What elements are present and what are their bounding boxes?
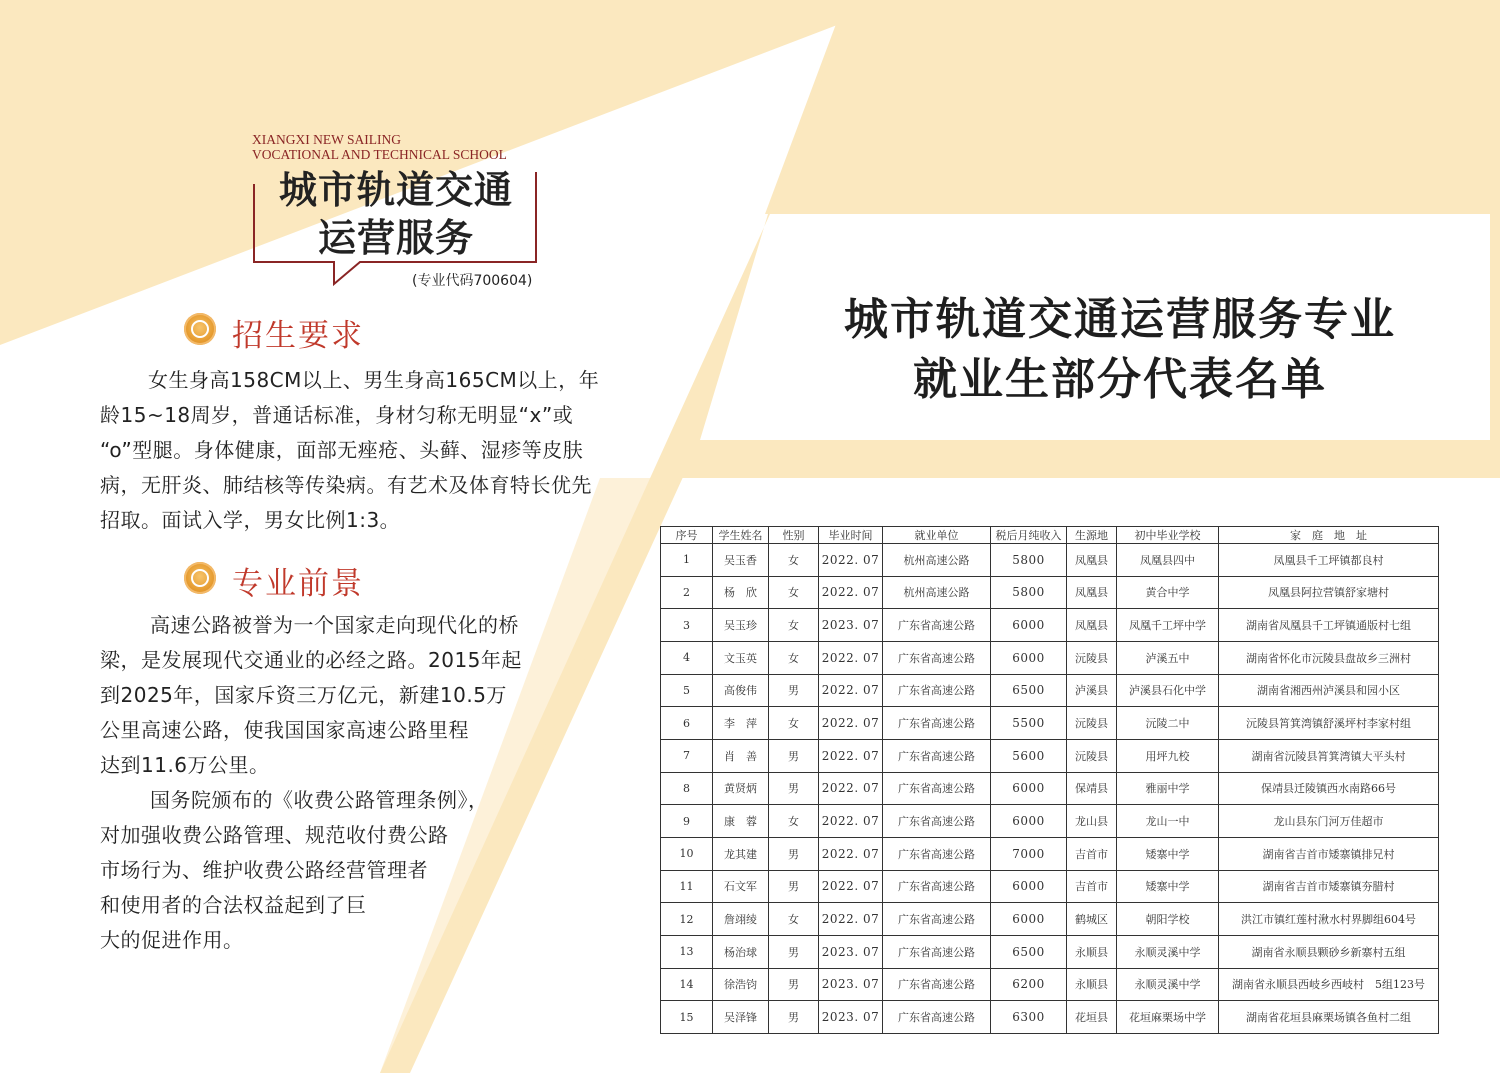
table-row	[661, 935, 1439, 968]
column-header: 家 庭 地 址	[1219, 527, 1439, 544]
column-header: 税后月纯收入	[991, 527, 1067, 544]
cell-gender: 男	[769, 935, 819, 968]
cell-origin: 凤凰县	[1067, 544, 1117, 577]
cell-graduation-date: 2023. 07	[819, 609, 883, 642]
cell-middle-school: 龙山一中	[1117, 805, 1219, 838]
school-name-en-line-2: VOCATIONAL AND TECHNICAL SCHOOL	[252, 147, 507, 162]
cell-gender: 女	[769, 707, 819, 740]
cell-graduation-date: 2022. 07	[819, 870, 883, 903]
cell-graduation-date: 2023. 07	[819, 1001, 883, 1034]
cell-monthly-income: 5800	[991, 576, 1067, 609]
cell-origin: 永顺县	[1067, 935, 1117, 968]
cell-graduation-date: 2023. 07	[819, 968, 883, 1001]
cell-index: 3	[661, 609, 713, 642]
cell-index: 11	[661, 870, 713, 903]
text-line: 梁，是发展现代交通业的必经之路。2015年起	[100, 648, 522, 672]
cell-student-name: 杨治球	[713, 935, 769, 968]
cell-graduation-date: 2022. 07	[819, 739, 883, 772]
cell-employer: 广东省高速公路	[883, 772, 991, 805]
major-title-line-2: 运营服务	[317, 216, 474, 260]
cell-monthly-income: 6000	[991, 609, 1067, 642]
cell-gender: 男	[769, 739, 819, 772]
cell-student-name: 高俊伟	[713, 674, 769, 707]
cell-monthly-income: 6000	[991, 903, 1067, 936]
cell-employer: 广东省高速公路	[883, 903, 991, 936]
cell-student-name: 文玉英	[713, 641, 769, 674]
cell-employer: 广东省高速公路	[883, 739, 991, 772]
cell-gender: 男	[769, 968, 819, 1001]
section-title-requirements: 招生要求	[232, 318, 364, 354]
cell-index: 9	[661, 805, 713, 838]
cell-graduation-date: 2022. 07	[819, 805, 883, 838]
cell-gender: 男	[769, 837, 819, 870]
cell-middle-school: 沅陵二中	[1117, 707, 1219, 740]
column-header: 生源地	[1067, 527, 1117, 544]
cell-origin: 凤凰县	[1067, 576, 1117, 609]
cell-home-address: 保靖县迁陵镇西水南路66号	[1219, 772, 1439, 805]
cell-origin: 泸溪县	[1067, 674, 1117, 707]
cell-index: 6	[661, 707, 713, 740]
cell-monthly-income: 6200	[991, 968, 1067, 1001]
cell-monthly-income: 5800	[991, 544, 1067, 577]
cell-monthly-income: 6300	[991, 1001, 1067, 1034]
cell-gender: 男	[769, 674, 819, 707]
cell-origin: 凤凰县	[1067, 609, 1117, 642]
text-line: “o”型腿。身体健康，面部无痤疮、头藓、湿疹等皮肤	[100, 438, 584, 462]
table-row	[661, 739, 1439, 772]
cell-origin: 鹤城区	[1067, 903, 1117, 936]
major-title	[256, 166, 536, 262]
cell-student-name: 石文军	[713, 870, 769, 903]
cell-gender: 女	[769, 903, 819, 936]
text-line: 公里高速公路，使我国国家高速公路里程	[100, 718, 469, 742]
cell-gender: 女	[769, 641, 819, 674]
cell-index: 12	[661, 903, 713, 936]
cell-student-name: 吴玉珍	[713, 609, 769, 642]
cell-middle-school: 用坪九校	[1117, 739, 1219, 772]
cell-monthly-income: 6000	[991, 870, 1067, 903]
cell-graduation-date: 2022. 07	[819, 903, 883, 936]
table-row	[661, 837, 1439, 870]
table-row	[661, 674, 1439, 707]
cell-graduation-date: 2022. 07	[819, 707, 883, 740]
column-header: 初中毕业学校	[1117, 527, 1219, 544]
column-header: 序号	[661, 527, 713, 544]
cell-employer: 广东省高速公路	[883, 805, 991, 838]
cell-origin: 沅陵县	[1067, 641, 1117, 674]
text-line: 招取。面试入学，男女比例1:3。	[100, 508, 401, 532]
cell-index: 7	[661, 739, 713, 772]
cell-employer: 广东省高速公路	[883, 674, 991, 707]
school-emblem-icon	[184, 313, 216, 345]
cell-graduation-date: 2022. 07	[819, 576, 883, 609]
cell-home-address: 沅陵县筲箕湾镇舒溪坪村李家村组	[1219, 707, 1439, 740]
cell-monthly-income: 6500	[991, 674, 1067, 707]
cell-monthly-income: 5600	[991, 739, 1067, 772]
cell-index: 1	[661, 544, 713, 577]
cell-origin: 吉首市	[1067, 837, 1117, 870]
cell-index: 4	[661, 641, 713, 674]
cell-employer: 广东省高速公路	[883, 707, 991, 740]
cell-home-address: 湖南省沅陵县筲箕湾镇大平头村	[1219, 739, 1439, 772]
text-line: 到2025年，国家斥资三万亿元，新建10.5万	[100, 683, 507, 707]
cell-student-name: 康 蓉	[713, 805, 769, 838]
cell-monthly-income: 6000	[991, 772, 1067, 805]
cell-home-address: 湖南省永顺县西岐乡西岐村 5组123号	[1219, 968, 1439, 1001]
cell-index: 2	[661, 576, 713, 609]
cell-home-address: 湖南省凤凰县千工坪镇通版村七组	[1219, 609, 1439, 642]
table-row	[661, 576, 1439, 609]
column-header: 毕业时间	[819, 527, 883, 544]
cell-gender: 女	[769, 609, 819, 642]
cell-middle-school: 泸溪五中	[1117, 641, 1219, 674]
cell-employer: 广东省高速公路	[883, 935, 991, 968]
cell-home-address: 湖南省永顺县颗砂乡新寨村五组	[1219, 935, 1439, 968]
cell-employer: 广东省高速公路	[883, 641, 991, 674]
text-line: 对加强收费公路管理、规范收付费公路	[100, 823, 449, 847]
table-row	[661, 870, 1439, 903]
cell-gender: 男	[769, 772, 819, 805]
text-line: 病，无肝炎、肺结核等传染病。有艺术及体育特长优先	[100, 473, 592, 497]
cell-origin: 沅陵县	[1067, 739, 1117, 772]
cell-middle-school: 雅丽中学	[1117, 772, 1219, 805]
table-row	[661, 772, 1439, 805]
cell-student-name: 肖 善	[713, 739, 769, 772]
table-row	[661, 544, 1439, 577]
cell-index: 15	[661, 1001, 713, 1034]
cell-gender: 男	[769, 870, 819, 903]
cell-student-name: 詹翊绫	[713, 903, 769, 936]
text-line: 高速公路被誉为一个国家走向现代化的桥	[150, 613, 519, 637]
cell-middle-school: 永顺灵溪中学	[1117, 968, 1219, 1001]
cell-student-name: 龙其建	[713, 837, 769, 870]
cell-gender: 男	[769, 1001, 819, 1034]
table-row	[661, 609, 1439, 642]
text-line: 大的促进作用。	[100, 928, 244, 952]
cell-home-address: 湖南省花垣县麻栗场镇各鱼村二组	[1219, 1001, 1439, 1034]
table-row	[661, 968, 1439, 1001]
column-header: 性别	[769, 527, 819, 544]
cell-graduation-date: 2022. 07	[819, 837, 883, 870]
graduate-list-title-line-1: 城市轨道交通运营服务专业	[844, 294, 1396, 345]
cell-gender: 女	[769, 805, 819, 838]
cell-middle-school: 矮寨中学	[1117, 870, 1219, 903]
text-line: 女生身高158CM以上、男生身高165CM以上，年	[148, 368, 600, 392]
table-row	[661, 1001, 1439, 1034]
cell-origin: 保靖县	[1067, 772, 1117, 805]
cell-home-address: 湖南省吉首市矮寨镇夯腊村	[1219, 870, 1439, 903]
text-line: 龄15~18周岁，普通话标准，身材匀称无明显“x”或	[100, 403, 574, 427]
cell-gender: 女	[769, 544, 819, 577]
table-header-row	[661, 527, 1439, 544]
cell-home-address: 凤凰县阿拉营镇舒家塘村	[1219, 576, 1439, 609]
cell-student-name: 徐浩钧	[713, 968, 769, 1001]
cell-home-address: 凤凰县千工坪镇都良村	[1219, 544, 1439, 577]
column-header: 学生姓名	[713, 527, 769, 544]
cell-monthly-income: 7000	[991, 837, 1067, 870]
cell-origin: 吉首市	[1067, 870, 1117, 903]
cell-employer: 杭州高速公路	[883, 544, 991, 577]
graduate-list-title-line-2: 就业生部分代表名单	[913, 354, 1327, 405]
cell-middle-school: 花垣麻栗场中学	[1117, 1001, 1219, 1034]
cell-index: 8	[661, 772, 713, 805]
cell-index: 5	[661, 674, 713, 707]
cell-graduation-date: 2022. 07	[819, 544, 883, 577]
table-row	[661, 805, 1439, 838]
cell-student-name: 吴泽锋	[713, 1001, 769, 1034]
cell-gender: 女	[769, 576, 819, 609]
prospects-text	[100, 608, 522, 958]
major-code: (专业代码700604)	[412, 273, 533, 289]
cell-employer: 广东省高速公路	[883, 1001, 991, 1034]
cell-home-address: 湖南省怀化市沅陵县盘故乡三洲村	[1219, 641, 1439, 674]
cell-monthly-income: 5500	[991, 707, 1067, 740]
cell-home-address: 湖南省湘西州泸溪县和园小区	[1219, 674, 1439, 707]
cell-employer: 广东省高速公路	[883, 870, 991, 903]
table-row	[661, 707, 1439, 740]
table-row	[661, 903, 1439, 936]
requirements-text	[100, 363, 599, 538]
text-line: 市场行为、维护收费公路经营管理者	[100, 858, 428, 882]
cell-origin: 沅陵县	[1067, 707, 1117, 740]
cell-student-name: 杨 欣	[713, 576, 769, 609]
school-name-en	[252, 132, 507, 162]
cell-student-name: 李 萍	[713, 707, 769, 740]
cell-home-address: 湖南省吉首市矮寨镇排兄村	[1219, 837, 1439, 870]
cell-monthly-income: 6000	[991, 641, 1067, 674]
cell-employer: 广东省高速公路	[883, 968, 991, 1001]
major-title-line-1: 城市轨道交通	[278, 168, 513, 212]
cell-index: 10	[661, 837, 713, 870]
table-row	[661, 641, 1439, 674]
school-name-en-line-1: XIANGXI NEW SAILING	[252, 132, 401, 147]
cell-middle-school: 永顺灵溪中学	[1117, 935, 1219, 968]
cell-monthly-income: 6000	[991, 805, 1067, 838]
graduate-list-title	[700, 290, 1500, 410]
cell-index: 13	[661, 935, 713, 968]
school-emblem-icon	[184, 562, 216, 594]
cell-origin: 花垣县	[1067, 1001, 1117, 1034]
cell-graduation-date: 2023. 07	[819, 935, 883, 968]
text-line: 达到11.6万公里。	[100, 753, 270, 777]
cell-employer: 杭州高速公路	[883, 576, 991, 609]
cell-graduation-date: 2022. 07	[819, 641, 883, 674]
cell-middle-school: 矮寨中学	[1117, 837, 1219, 870]
section-title-prospects: 专业前景	[232, 566, 364, 602]
cell-origin: 龙山县	[1067, 805, 1117, 838]
cell-origin: 永顺县	[1067, 968, 1117, 1001]
cell-middle-school: 凤凰千工坪中学	[1117, 609, 1219, 642]
cell-middle-school: 朝阳学校	[1117, 903, 1219, 936]
cell-student-name: 黄贤炳	[713, 772, 769, 805]
column-header: 就业单位	[883, 527, 991, 544]
cell-employer: 广东省高速公路	[883, 609, 991, 642]
cell-graduation-date: 2022. 07	[819, 674, 883, 707]
graduates-table	[660, 526, 1439, 1034]
cell-home-address: 龙山县东门河万佳超市	[1219, 805, 1439, 838]
cell-monthly-income: 6500	[991, 935, 1067, 968]
cell-employer: 广东省高速公路	[883, 837, 991, 870]
cell-index: 14	[661, 968, 713, 1001]
cell-middle-school: 凤凰县四中	[1117, 544, 1219, 577]
text-line: 和使用者的合法权益起到了巨	[100, 893, 367, 917]
cell-middle-school: 黄合中学	[1117, 576, 1219, 609]
cell-graduation-date: 2022. 07	[819, 772, 883, 805]
cell-home-address: 洪江市镇红莲村湫水村界脚组604号	[1219, 903, 1439, 936]
text-line: 国务院颁布的《收费公路管理条例》，	[150, 788, 489, 812]
cell-middle-school: 泸溪县石化中学	[1117, 674, 1219, 707]
cell-student-name: 吴玉香	[713, 544, 769, 577]
